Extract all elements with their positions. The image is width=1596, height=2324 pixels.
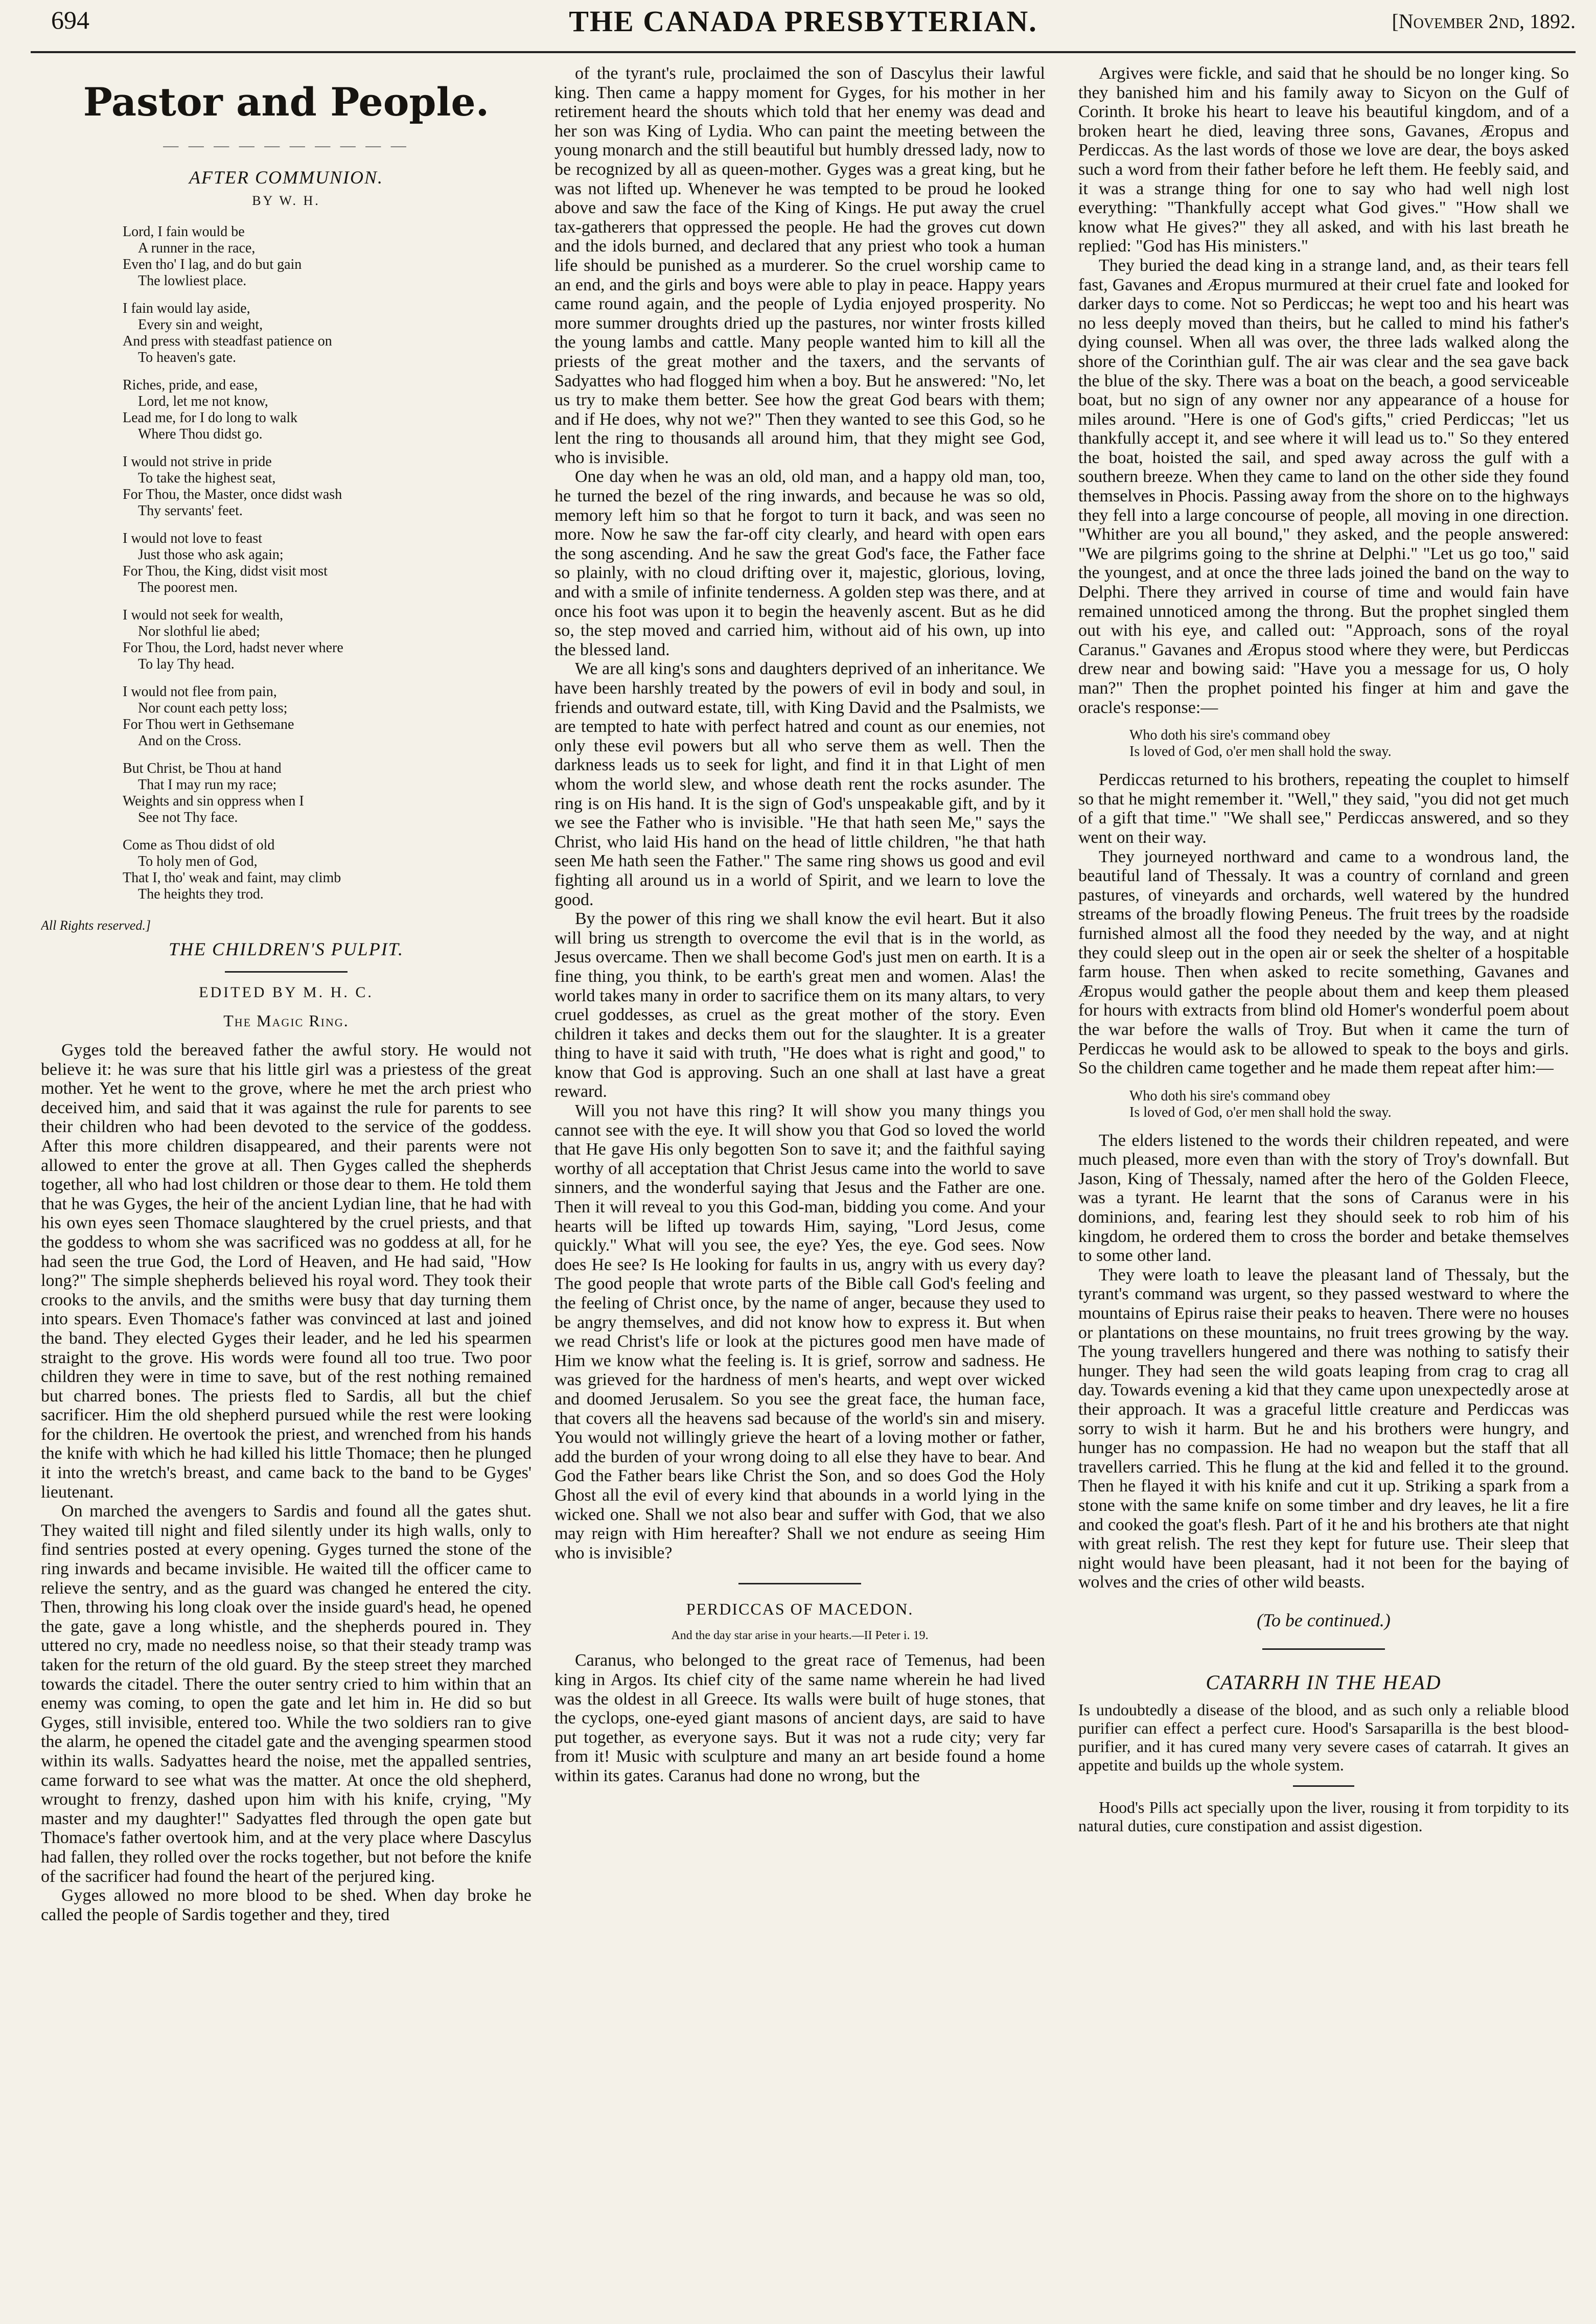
couplet-line: Is loved of God, o'er men shall hold the sway. (1129, 1104, 1392, 1120)
poem-stanza (123, 837, 531, 903)
poem-stanza (123, 761, 531, 826)
publication-title: THE CANADA PRESBYTERIAN. (569, 5, 1037, 38)
paragraph: of the tyrant's rule, proclaimed the son of Dascylus their lawful king. Then came a happy moment for Gyges, for his mother in her retirement heard the shouts which told that her enemy was dead and her son was King of Lydia. Who can paint the meeting between the young monarch and the still beautiful but humbly dressed lady, now to be recognized by all as queen-mother. Gyges was a great king, but he was not lifted up. Whenever he was tempted to be proud he looked above and saw the face of the King of Kings. He put away the cruel tax-gatherers that oppressed the people. He had the groves cut down and the idols burned, and declared that any priest who took a human life should be punished as a murderer. So the cruel worship came to an end, and the girls and boys were able to play in peace. Happy years came round again, and the people of Lydia enjoyed prosperity. No more summer droughts dried up the pastures, nor winter frosts killed the young lambs and cattle. Many people wanted him to kill all the priests of the great mother and the taxers, and the servants of Sadyattes who had flogged him when a boy. But he answered: "No, let us try to make them better. See how the great God bears with them; and if He does, why not we?" Then they wanted to see this God, so he lent the ring to thousands all around him, that they might see God, who is invisible. (554, 64, 1045, 467)
poem-title: AFTER COMMUNION. (189, 167, 383, 188)
section-title: Pastor and People. (83, 79, 490, 125)
issue-date: [November 2nd, 1892. (1392, 10, 1576, 33)
rights-note: All Rights reserved.] (41, 918, 151, 933)
ad-text: Is undoubtedly a disease of the blood, and as such only a reliable blood purifier can effect a perfect cure. Hood's Sarsaparilla is the best blood-purifier, and it has cured many very severe cases of catarrah. It gives an appetite and builds up the whole system. (1078, 1700, 1569, 1774)
poem-line: The heights they trod. (138, 886, 264, 902)
poem-line: I would not flee from pain, (123, 684, 277, 700)
story-body (41, 1041, 531, 1924)
poem-line: Nor count each petty loss; (138, 700, 288, 716)
poem-line: That I may run my race; (138, 777, 277, 793)
poem (123, 224, 531, 903)
poem-line: To heaven's gate. (138, 350, 237, 365)
perdiccas-continued-2 (1078, 770, 1569, 1078)
poem-line: I would not strive in pride (123, 454, 272, 470)
poem-line: Lord, I fain would be (123, 224, 245, 240)
paragraph: Caranus, who belonged to the great race of Temenus, had been king in Argos. Its chief city of the same name wherein he had lived was the oldest in all Greece. Its walls were built of huge stones, that the cyclops, one-eyed giant masons of ancient days, are said to have put together, as everyone says. But it was not a rude city; very far from it! Music with sculpture and many an art beside found a home within its gates. Caranus had done no wrong, but the (554, 1651, 1045, 1785)
poem-line: For Thou, the King, didst visit most (123, 563, 328, 579)
couplet-line: Who doth his sire's command obey (1129, 727, 1331, 744)
poem-line: A runner in the race, (138, 240, 256, 256)
poem-line: The poorest men. (138, 580, 238, 595)
paragraph: By the power of this ring we shall know the evil heart. But it also will bring us strength to overcome the evil that is in the world, as Jesus overcame. Then we shall become God's just men on earth. It is a fine thing, you think, to be earth's great men and women. Alas! the world takes many in order to sacrifice them on its many altars, to very cruel goddesses, as cruel as the great mother of the story. Even children it takes and decks them out for the slaughter. It is a greater thing to have it said with truth, "He does what is right and good," to know that God is approving. Such an one shall at last have a great reward. (554, 909, 1045, 1101)
poem-line: That I, tho' weak and faint, may climb (123, 870, 341, 886)
perdiccas-continued (1078, 64, 1569, 717)
story-continued (554, 64, 1045, 1562)
advertisement (1078, 1670, 1569, 1835)
ad-title: CATARRH IN THE HEAD (1206, 1670, 1442, 1694)
paragraph: Argives were fickle, and said that he should be no longer king. So they banished him and his family away to Sicyon on the Gulf of Corinth. It broke his heart to leave his beautiful kingdom, and of a broken heart he died, leaving three sons, Gavanes, Æropus and Perdiccas. As the last words of those we love are dear, the boys asked such a word from their father before he left them. He feebly said, and it was a strange thing for one to say who had well nigh lost everything: "Thankfully accept what God gives." "How shall we know what He gives?" they all asked, and with his last breath he replied: "God has His ministers." (1078, 64, 1569, 256)
poem-stanza (123, 607, 531, 673)
divider (1262, 1648, 1385, 1650)
oracle-couplet (1129, 727, 1569, 760)
poem-stanza (123, 454, 531, 519)
paragraph: Gyges allowed no more blood to be shed. When day broke he called the people of Sardis together and they, tired (41, 1886, 531, 1924)
column-1 (41, 64, 531, 2304)
poem-author: BY W. H. (252, 193, 320, 208)
poem-line: And on the Cross. (138, 733, 242, 749)
paragraph: They journeyed northward and came to a wondrous land, the beautiful land of Thessaly. It was a country of cornland and green pastures, of vineyards and orchards, well watered by the hundred streams of the broadly flowing Peneus. The fruit trees by the roadside furnished almost all the food they needed by the way, and at night they could sleep out in the open air or seek the shelter of a hospitable farm house. Then when asked to recite something, Gavanes and Æropus would gather the people about them and keep them pleased for hours with extracts from blind old Homer's wonderful poem about the war before the walls of Troy. But when it came the turn of Perdiccas he would ask to be allowed to speak to the boys and girls. So the children came together and he made them repeat after him:— (1078, 847, 1569, 1078)
poem-line: And press with steadfast patience on (123, 333, 332, 349)
poem-line: Riches, pride, and ease, (123, 377, 258, 393)
poem-line: To holy men of God, (138, 854, 258, 869)
poem-line: But Christ, be Thou at hand (123, 761, 282, 776)
section-divider: — — — — — — — — — — (163, 137, 409, 154)
poem-stanza (123, 377, 531, 443)
header-rule (31, 51, 1576, 53)
poem-line: Just those who ask again; (138, 547, 284, 563)
pulpit-title: THE CHILDREN'S PULPIT. (168, 939, 404, 959)
poem-line: I fain would lay aside, (123, 301, 250, 316)
poem-line: Nor slothful lie abed; (138, 624, 260, 639)
column-2 (554, 64, 1045, 2304)
perdiccas-title: PERDICCAS OF MACEDON. (686, 1600, 914, 1619)
paragraph: One day when he was an old, old man, and a happy old man, too, he turned the bezel of the ring inwards, and because he was so old, memory left him so that he forgot to turn it back, and was seen no more. Now he saw the far-off city clearly, and heard with open ears the song ascending. And he saw the great God's face, the Father face so plainly, with no cloud drifting over it, majestic, glorious, loving, and with a smile of infinite tenderness. A golden step was there, and at once his foot was upon it to begin the heavenly ascent. But as he did so, the step moved and carried him, without aid of his own, up into the blessed land. (554, 467, 1045, 659)
poem-stanza (123, 301, 531, 366)
divider (225, 971, 348, 973)
paragraph: We are all king's sons and daughters deprived of an inheritance. We have been harshly treated by the powers of evil in body and soul, in friends and outward estate, till, with King David and the Psalmists, we are tempted to hate with perfect hatred and count as our enemies, not only these evil powers but all who serve them as well. Then the darkness leads us to seek for light, and find it in that Light of men whom the world slew, and whose death rent the rocks asunder. The ring is on His hand. It is the sign of God's unspeakable gift, and by it we see the Father who is invisible. "He that hath seen Me," says the Christ, who laid His hand on the head of little children, "he that hath seen Me hath seen the Father." The same ring shows us good and evil fighting all around us in a world of Spirit, and we learn to love the good. (554, 659, 1045, 909)
poem-line: Lord, let me not know, (138, 394, 268, 409)
divider (738, 1583, 861, 1584)
poem-stanza (123, 224, 531, 289)
poem-line: To lay Thy head. (138, 656, 235, 672)
poem-line: To take the highest seat, (138, 470, 276, 486)
perdiccas-continued-3 (1078, 1131, 1569, 1592)
poem-line: I would not seek for wealth, (123, 607, 284, 623)
ad-text-2: Hood's Pills act specially upon the liver, rousing it from torpidity to its natural duties, cure constipation and assist digestion. (1078, 1798, 1569, 1835)
paragraph: The elders listened to the words their children repeated, and were much pleased, more even than with the story of Troy's downfall. But Jason, King of Thessaly, named after the hero of the Golden Fleece, was a tyrant. He learnt that the sons of Caranus were in his dominions, and, fearing lest they should seek to rob him of his kingdom, he ordered them to cross the border and betake themselves to some other land. (1078, 1131, 1569, 1265)
poem-line: Come as Thou didst of old (123, 837, 275, 853)
poem-line: For Thou, the Master, once didst wash (123, 487, 342, 502)
to-be-continued: (To be continued.) (1257, 1609, 1391, 1630)
epigraph: And the day star arise in your hearts.—II Peter i. 19. (671, 1629, 929, 1643)
oracle-couplet-2 (1129, 1088, 1569, 1121)
paragraph: They were loath to leave the pleasant land of Thessaly, but the tyrant's command was urgent, so they passed westward to where the mountains of Epirus raise their peaks to heaven. There were no houses or plantations on these mountains, no fruit trees growing by the way. The young travellers hungered and there was nothing to satisfy their hunger. They had seen the wild goats leaping from crag to crag all day. Towards evening a kid that they came upon unexpectedly arose at their approach. It was a graceful little creature and Perdiccas was sorry to wish it harm. But he and his brothers were hungry, and hunger has no compassion. He had no weapon but the staff that all travellers carried. This he flung at the kid and felled it to the ground. Then he flayed it with his knife and cut it up. Striking a spark from a stone with the same knife on some timber and dry leaves, he lit a fire and cooked the goat's flesh. Part of it he and his brothers ate that night with great relish. The rest they kept for future use. Their sleep that night would have been pleasant, had it not been for the baying of wolves and the cries of other wild beasts. (1078, 1265, 1569, 1592)
paragraph: They buried the dead king in a strange land, and, as their tears fell fast, Gavanes and Æropus murmured at their cruel fate and looked for darker days to come. Not so Perdiccas; he wept too and his heart was no less deeply moved than theirs, but he called to mind his father's dying counsel. When all was over, the three lads walked along the shore of the Corinthian gulf. The air was clear and the sea gave back the blue of the sky. There was a boat on the beach, a good serviceable boat, but no sign of any owner nor any appearance of a house for miles around. "Here is one of God's gifts," cried Perdiccas; "let us thankfully accept it, and see where it will lead us to." So they entered the boat, hoisted the sail, and sped away across the gulf with a southern breeze. When they came to land on the other side they found themselves in Phocis. Passing away from the shore on to the highways they fell into a large concourse of people, all moving in one direction. "Whither are you all bound," they asked, and the people answered: "We are pilgrims going to the shrine at Delphi." "Let us go too," said the youngest, and at once the three lads joined the band on the way to Delphi. There they arrived in course of time and would fain have remained unnoticed among the throng. But the prophet singled them out with his eye, and called out: "Approach, sons of the royal Caranus." Gavanes and Æropus stood where they were, but Perdiccas drew near and bowing said: "Have you a message for us, O holy man?" Then the prophet pointed his finger at him and gave the oracle's response:— (1078, 256, 1569, 717)
divider (1293, 1785, 1354, 1787)
poem-line: I would not love to feast (123, 531, 262, 546)
couplet-line: Who doth his sire's command obey (1129, 1088, 1331, 1104)
poem-stanza (123, 531, 531, 596)
poem-line: Every sin and weight, (138, 317, 263, 333)
poem-line: Where Thou didst go. (138, 426, 263, 442)
perdiccas-body (554, 1651, 1045, 1785)
paragraph: Will you not have this ring? It will show you many things you cannot see with the eye. It will show you that God so loved the world that He gave His only begotten Son to save it; and the faithful saying worthy of all acceptation that Christ Jesus came into the world to save sinners, and the wonderful saying that Jesus and the Father are one. Then it will reveal to you this God-man, bidding you come. And your hearts will be lifted up towards Him, saying, "Lord Jesus, come quickly." What will you see, the eye? Yes, the eye. God sees. Now does He see? Is He looking for faults in us, angry with us every day? The good people that wrote parts of the Bible call God's feeling and the feeling of Christ once, by the name of anger, because they used to be angry themselves, and did not know how to express it. But when we read Christ's life or look at the pictures good men have made of Him we know what the feeling is. It is grief, sorrow and sadness. He was grieved for the hardness of men's hearts, and wept over wicked and doomed Jerusalem. So you see the great face, the human face, that covers all the heavens sad because of the world's sin and misery. You would not willingly grieve the heart of a loving mother or father, add the burden of your wrong doing to all else they have to bear. And God the Father bears like Christ the Son, and so does God the Holy Ghost all the evil of every kind that abounds in a world lying in the wicked one. Shall we not also bear and suffer with God, that we also may reign with Him hereafter? Shall we not endure as seeing Him who is invisible? (554, 1101, 1045, 1562)
poem-line: For Thou wert in Gethsemane (123, 717, 294, 732)
page-header (31, 0, 1576, 51)
couplet-line: Is loved of God, o'er men shall hold the sway. (1129, 744, 1392, 760)
poem-line: For Thou, the Lord, hadst never where (123, 640, 343, 656)
paragraph: On marched the avengers to Sardis and found all the gates shut. They waited till night and filed silently under its high walls, only to find sentries posted at every opening. Gyges turned the stone of the ring inwards and became invisible. He waited till the officer came to relieve the sentry, and as the guard was changed he entered the city. Then, throwing his long cloak over the inside guard's head, he opened the gate, gave a long whistle, and the shepherds poured in. They uttered no cry, made no needless noise, so that their steady tramp was taken for the return of the old guard. By the steep street they marched towards the citadel. There the outer sentry cried to him within that an enemy was coming, to open the gate and let him in. He did so but Gyges, still invisible, entered too. While the two soldiers ran to give the alarm, he opened the citadel gate and the avenging spearmen stood within its walls. Sadyattes heard the noise, met the appalled sentries, came forward to see what was the matter. At once the old shepherd, wrought to frenzy, dashed upon him with his knife, crying, "My master and my daughter!" Sadyattes fled through the open gate but Thomace's father overtook him, and at the very place where Dascylus had fallen, they rolled over the rocks together, but not before the knife of the sacrificer had found the heart of the perjured king. (41, 1502, 531, 1886)
poem-line: The lowliest place. (138, 273, 247, 289)
story-title: The Magic Ring. (223, 1011, 349, 1030)
poem-line: Thy servants' feet. (138, 503, 243, 519)
poem-line: See not Thy face. (138, 810, 238, 825)
paragraph: Gyges told the bereaved father the awful story. He would not believe it: he was sure that his little girl was a priestess of the great mother. Yet he went to the grove, where he met the arch priest who deceived him, and said that it was against the rule for parents to see their children who had been devoted to the service of the goddess. After this more children disappeared, and their parents were not allowed to enter the grove at all. Then Gyges called the shepherds together, all who had lost children or those dear to them. He told them that he was Gyges, the heir of the ancient Lydian line, that he had with his own eyes seen Thomace slaughtered by the cruel priests, and that the goddess to whom she was sacrificed was no goddess at all, for he had seen the true God, the Lord of Heaven, and He had said, "How long?" The simple shepherds believed his royal word. They took their crooks to the anvils, and the smiths were busy that day turning them into spears. Even Thomace's father was convinced at last and joined the band. They elected Gyges their leader, and he led his spearmen straight to the grove. His words were found all too true. Two poor children they were in time to save, but of the rest nothing remained but charred bones. The priests fled to Sardis, all but the chief sacrificer. Him the old shepherd pursued while the rest were looking for the children. He overtook the priest, and wrenched from his hands the knife with which he had killed his little Thomace; then he plunged it into the wretch's breast, and came back to the band to be Gyges' lieutenant. (41, 1041, 531, 1502)
paragraph: Perdiccas returned to his brothers, repeating the couplet to himself so that he might remember it. "Well," they said, "you did not get much of a gift that time." "We shall see," Perdiccas answered, and so they went on their way. (1078, 770, 1569, 847)
poem-line: Weights and sin oppress when I (123, 793, 304, 809)
edited-by: EDITED BY M. H. C. (199, 984, 374, 1001)
poem-stanza (123, 684, 531, 749)
page-number: 694 (51, 6, 89, 34)
poem-line: Lead me, for I do long to walk (123, 410, 298, 426)
poem-line: Even tho' I lag, and do but gain (123, 257, 302, 272)
column-3 (1078, 64, 1569, 2304)
